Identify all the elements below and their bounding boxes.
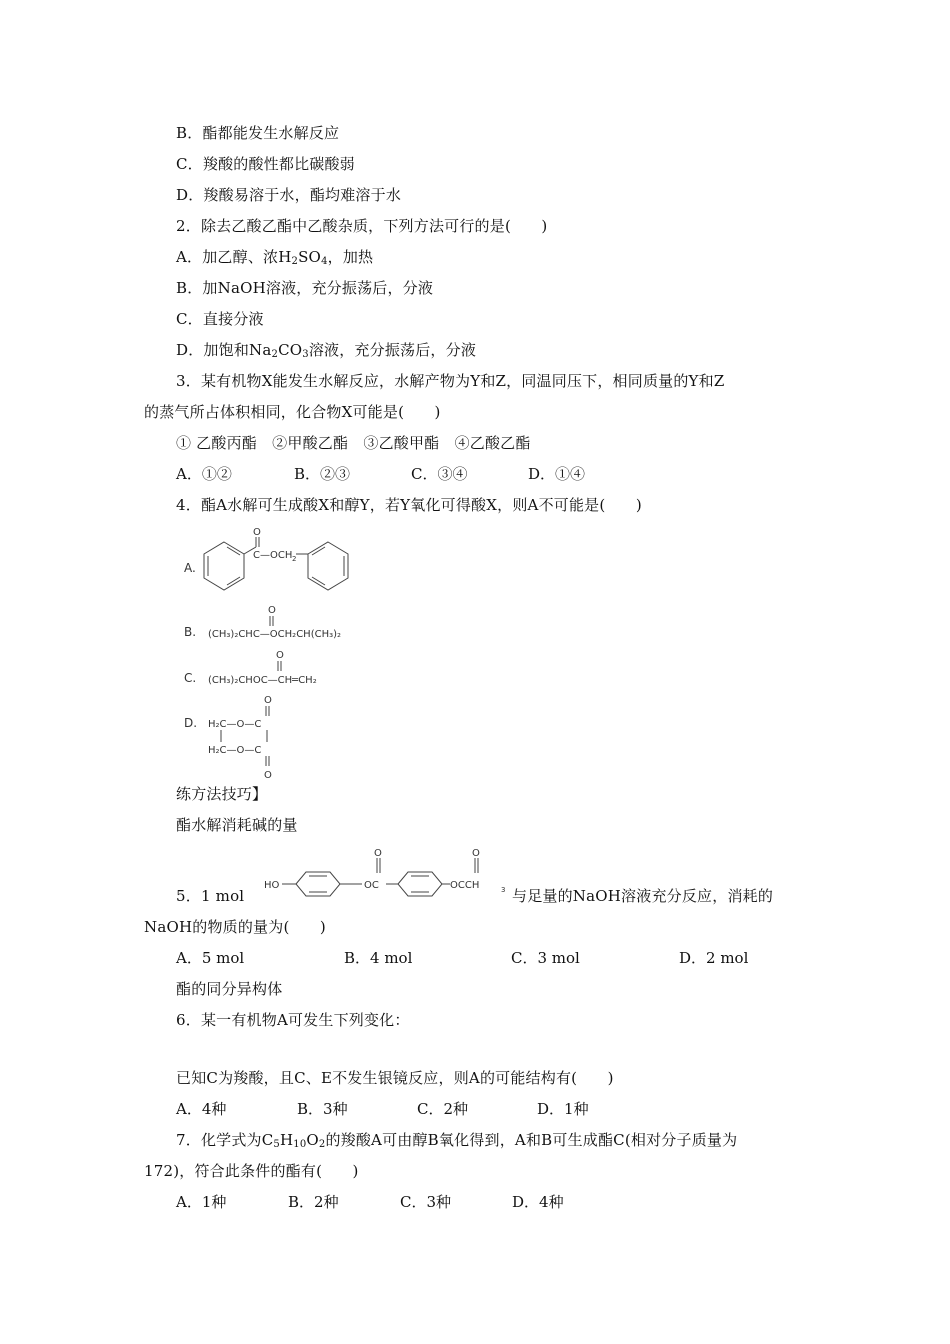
svg-text:H₂C—O—C: H₂C—O—C	[208, 745, 262, 756]
q2-stem: 2．除去乙酸乙酯中乙酸杂质，下列方法可行的是( )	[176, 217, 548, 235]
q6-option-d: D．1种	[537, 1100, 589, 1118]
q7-option-a: A．1种	[176, 1193, 227, 1211]
q7-stem-line1: 7．化学式为$C_5H_{10}O_2$的羧酸A可由醇B氧化得到，A和B可生成酯C(相对分子质量为	[176, 1131, 738, 1150]
svg-text:O: O	[264, 695, 272, 706]
q4-structure-a	[180, 525, 360, 603]
q3-option-c: C．③④	[411, 465, 468, 483]
q1-option-d: D．羧酸易溶于水，酯均难溶于水	[176, 186, 402, 204]
q3-stem-line2: 的蒸气所占体积相同，化合物X可能是( )	[144, 403, 441, 421]
svg-text:H₂C—O—C: H₂C—O—C	[208, 719, 262, 730]
svg-text:2: 2	[292, 555, 297, 563]
section-method-skills: 练方法技巧】	[176, 785, 268, 803]
svg-text:O: O	[264, 770, 272, 781]
benzene-ring-right	[308, 542, 348, 590]
svg-text:O: O	[374, 848, 382, 859]
svg-text:O: O	[276, 650, 284, 661]
q5-option-a: A．5 mol	[176, 949, 245, 967]
benzene-ring-left	[204, 542, 244, 590]
q7-stem-line2: 172)，符合此条件的酯有( )	[144, 1162, 359, 1180]
q4-structure-b	[180, 602, 400, 642]
q5-stem-line2: NaOH的物质的量为( )	[144, 918, 326, 936]
q6-stem: 6．某一有机物A可发生下列变化：	[176, 1011, 410, 1029]
q4-label-a: A.	[184, 561, 196, 575]
q3-option-d: D．①④	[528, 465, 586, 483]
q4-stem: 4．酯A水解可生成酸X和醇Y，若Y氧化可得酸X，则A不可能是( )	[176, 496, 642, 514]
q7-option-d: D．4种	[512, 1193, 564, 1211]
svg-text:OC: OC	[364, 880, 379, 891]
svg-text:O: O	[472, 848, 480, 859]
q6-option-b: B．3种	[297, 1100, 348, 1118]
q2-option-d: D．加饱和$Na_2CO_3$溶液，充分振荡后，分液	[176, 341, 477, 360]
q2-option-a: A．加乙醇、浓$H_2SO_4$，加热	[176, 248, 374, 267]
q4-structure-d	[180, 690, 340, 782]
svg-text:C—OCH: C—OCH	[253, 550, 293, 561]
svg-text:D.: D.	[184, 716, 198, 730]
svg-text:B.: B.	[184, 625, 197, 639]
q3-option-a: A．①②	[176, 465, 232, 483]
q4-structure-c	[180, 646, 400, 688]
q2-option-b: B．加NaOH溶液，充分振荡后，分液	[176, 279, 434, 297]
svg-text:OCCH: OCCH	[450, 880, 480, 891]
q1-option-c: C．羧酸的酸性都比碳酸弱	[176, 155, 355, 173]
q5-number: 5．1 mol	[176, 887, 245, 905]
q2-option-c: C．直接分液	[176, 310, 264, 328]
q6-option-c: C．2种	[417, 1100, 469, 1118]
q6-stem-line2: 已知C为羧酸，且C、E不发生银镜反应，则A的可能结构有( )	[176, 1069, 614, 1087]
svg-text:(CH₃)₂CHOC—CH═CH₂: (CH₃)₂CHOC—CH═CH₂	[208, 675, 317, 686]
svg-text:O: O	[253, 527, 261, 538]
q7-option-b: B．2种	[288, 1193, 339, 1211]
q5-stem-tail: 与足量的NaOH溶液充分反应，消耗的	[512, 887, 774, 905]
svg-text:O: O	[268, 605, 276, 616]
svg-text:HO: HO	[264, 880, 280, 891]
q3-option-b: B．②③	[294, 465, 351, 483]
q5-structure	[262, 846, 512, 906]
q6-option-a: A．4种	[176, 1100, 227, 1118]
q1-option-b: B．酯都能发生水解反应	[176, 124, 340, 142]
q3-stem-line1: 3．某有机物X能发生水解反应，水解产物为Y和Z，同温同压下，相同质量的Y和Z	[176, 372, 725, 390]
section-ester-hydrolysis: 酯水解消耗碱的量	[176, 816, 298, 834]
q3-items: ① 乙酸丙酯 ②甲酸乙酯 ③乙酸甲酯 ④乙酸乙酯	[176, 434, 531, 452]
section-ester-isomers: 酯的同分异构体	[176, 980, 283, 998]
q5-option-c: C．3 mol	[511, 949, 580, 967]
svg-text:(CH₃)₂CHC—OCH₂CH(CH₃)₂: (CH₃)₂CHC—OCH₂CH(CH₃)₂	[208, 629, 342, 640]
q7-option-c: C．3种	[400, 1193, 452, 1211]
svg-text:C.: C.	[184, 671, 197, 685]
q5-option-b: B．4 mol	[344, 949, 413, 967]
svg-text:3: 3	[501, 886, 506, 894]
q5-option-d: D．2 mol	[679, 949, 749, 967]
